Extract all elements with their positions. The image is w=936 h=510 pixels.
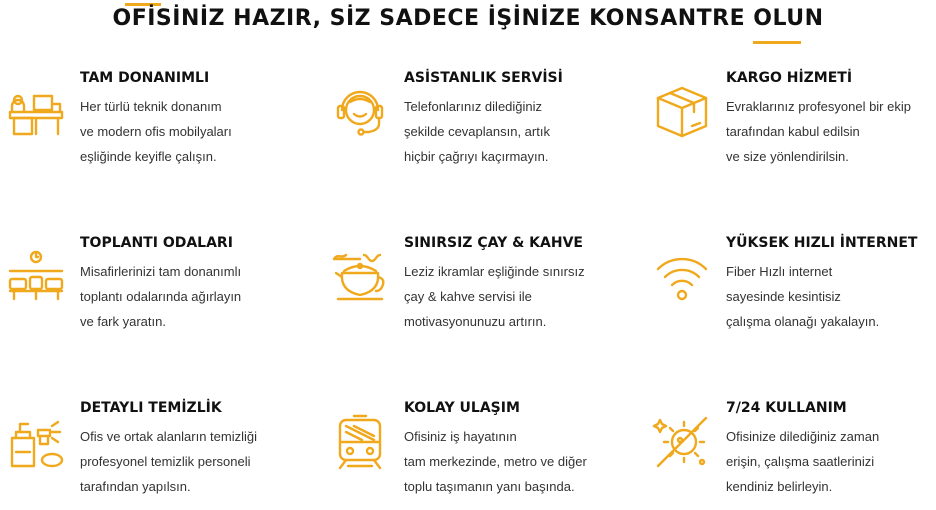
- feature-title: DETAYLI TEMİZLİK: [80, 400, 222, 416]
- meeting-room-icon: [6, 247, 66, 307]
- title-accent-bar-right: [753, 41, 801, 44]
- feature-title: ASİSTANLIK SERVİSİ: [404, 70, 563, 86]
- cleaning-supplies-icon: [6, 412, 66, 472]
- train-icon: [330, 412, 390, 472]
- feature-title: YÜKSEK HIZLI İNTERNET: [726, 235, 918, 251]
- feature-full-equipped: [6, 70, 306, 180]
- feature-title: 7/24 KULLANIM: [726, 400, 847, 416]
- feature-description: Her türlü teknik donanım ve modern ofis mobilyaları eşliğinde keyifle çalışın.: [80, 99, 232, 164]
- package-box-icon: [652, 82, 712, 142]
- feature-title: KOLAY ULAŞIM: [404, 400, 520, 416]
- feature-description: Evraklarınız profesyonel bir ekip tarafından kabul edilsin ve size yönlendirilsin.: [726, 99, 911, 164]
- feature-description: Ofis ve ortak alanların temizliği profesyonel temizlik personeli tarafından yapılsın.: [80, 429, 258, 494]
- feature-high-speed-internet: [652, 235, 936, 345]
- feature-title: TAM DONANIMLI: [80, 70, 210, 86]
- feature-description: Ofisinize dilediğiniz zaman erişin, çalışma saatlerinizi kendiniz belirleyin.: [726, 429, 880, 494]
- feature-description: Fiber Hızlı internet sayesinde kesintisiz çalışma olanağı yakalayın.: [726, 264, 880, 329]
- feature-title: SINIRSIZ ÇAY & KAHVE: [404, 235, 583, 251]
- feature-unlimited-tea-coffee: [330, 235, 630, 345]
- wifi-icon: [652, 247, 712, 307]
- day-night-icon: [652, 412, 712, 472]
- feature-meeting-rooms: [6, 235, 306, 345]
- feature-title: TOPLANTI ODALARI: [80, 235, 233, 251]
- feature-description: Ofisiniz iş hayatının tam merkezinde, metro ve diğer toplu taşımanın yanı başında.: [404, 429, 587, 494]
- feature-assistant-service: [330, 70, 630, 180]
- teapot-icon: [330, 247, 390, 307]
- feature-cargo-service: [652, 70, 936, 180]
- feature-description: Misafirlerinizi tam donanımlı toplantı odalarında ağırlayın ve fark yaratın.: [80, 264, 242, 329]
- feature-description: Telefonlarınız dilediğiniz şekilde cevaplansın, artık hiçbir çağrıyı kaçırmayın.: [404, 99, 550, 164]
- feature-description: Leziz ikramlar eşliğinde sınırsız çay & kahve servisi ile motivasyonunuzu artırın.: [404, 264, 585, 329]
- headset-agent-icon: [330, 82, 390, 142]
- feature-title: KARGO HİZMETİ: [726, 70, 853, 86]
- page-title: OFİSİNİZ HAZIR, SİZ SADECE İŞİNİZE KONSANTRE OLUN: [112, 6, 824, 31]
- office-desk-icon: [6, 82, 66, 142]
